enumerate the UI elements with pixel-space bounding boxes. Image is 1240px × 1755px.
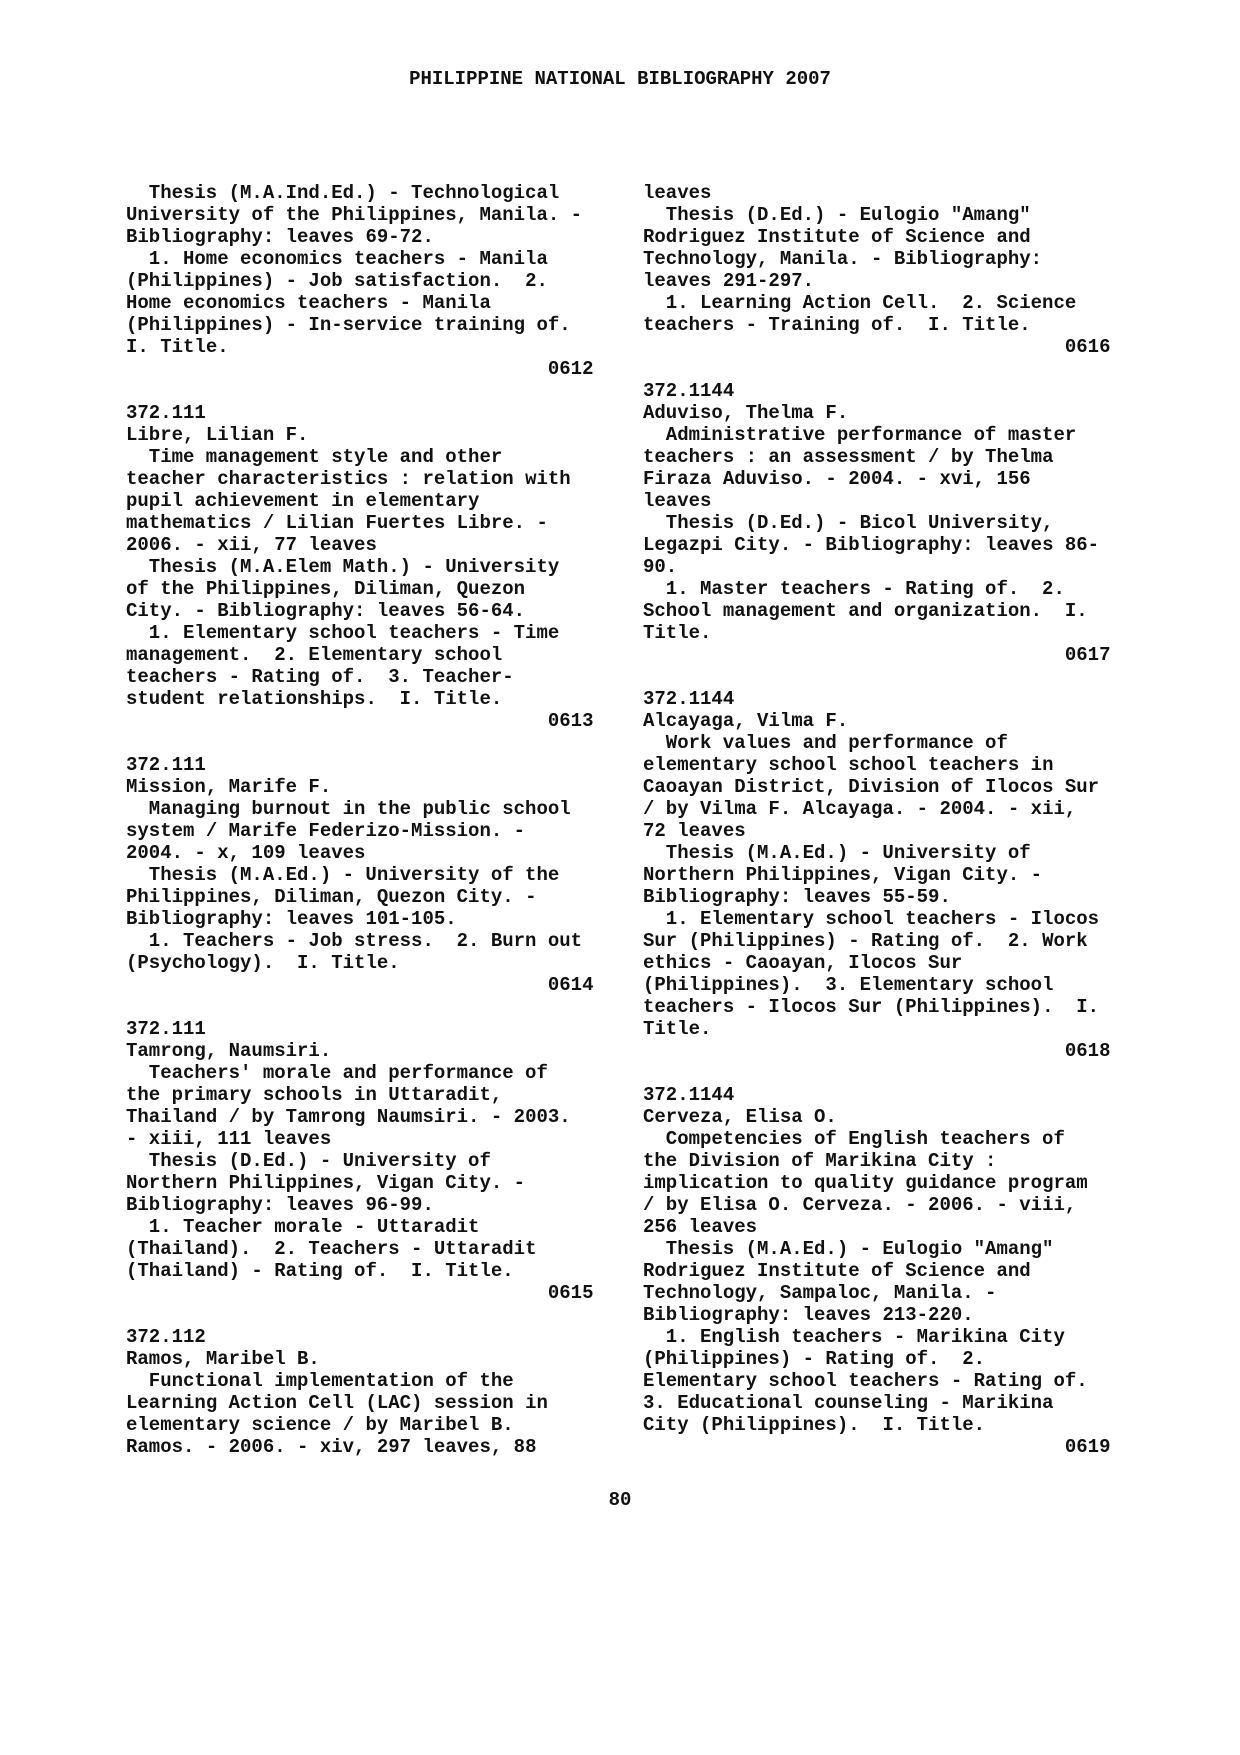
title-statement: Time management style and other teacher characteristics : relation with pupil achievement in elementary mathematics / Lilian Fuertes Libre. - 2006. - xii, 77 leaves xyxy=(126,446,571,556)
class-number: 372.1144 xyxy=(643,380,735,402)
thesis-note: Thesis (M.A.Ed.) - Eulogio "Amang" Rodriguez Institute of Science and Technology, Sampaloc, Manila. - Bibliography: leaves 213-220. xyxy=(643,1238,1054,1326)
subject-headings: 1. English teachers - Marikina City (Philippines) - Rating of. 2. Elementary school teachers - Rating of. 3. Educational counseling - Marikina City (Philippines). I. Title. xyxy=(643,1326,1088,1436)
page-number: 80 xyxy=(608,1489,632,1511)
main-entry-author: Libre, Lilian F. xyxy=(126,424,309,446)
thesis-note: Thesis (M.A.Ed.) - University of the Philippines, Diliman, Quezon City. - Bibliography: leaves 101-105. xyxy=(126,864,560,930)
bibliographic-entry xyxy=(126,754,593,996)
record-number: 0612 xyxy=(547,358,594,380)
class-number: 372.1144 xyxy=(643,1084,735,1106)
record-number: 0615 xyxy=(547,1282,594,1304)
running-header: PHILIPPINE NATIONAL BIBLIOGRAPHY 2007 xyxy=(409,68,831,90)
main-entry-author: Cerveza, Elisa O. xyxy=(643,1106,837,1128)
title-statement: Competencies of English teachers of the Division of Marikina City : implication to quality guidance program / by Elisa O. Cerveza. - 2006. - viii, 256 leaves xyxy=(643,1128,1088,1238)
bibliographic-entry-continued xyxy=(643,182,1110,358)
title-statement: Functional implementation of the Learning Action Cell (LAC) session in elementary science / by Maribel B. Ramos. - 2006. - xiv, 297 leaves, 88 xyxy=(126,1370,548,1458)
title-statement: Teachers' morale and performance of the primary schools in Uttaradit, Thailand / by Tamrong Naumsiri. - 2003. - xiii, 111 leaves xyxy=(126,1062,571,1150)
thesis-note: Thesis (M.A.Ind.Ed.) - Technological University of the Philippines, Manila. - Bibliography: leaves 69-72. xyxy=(126,182,583,248)
title-statement-continued: leaves xyxy=(643,182,712,204)
record-number: 0614 xyxy=(547,974,594,996)
bibliographic-entry-continued xyxy=(126,182,593,380)
class-number: 372.111 xyxy=(126,754,206,776)
left-column xyxy=(126,182,593,1458)
right-column xyxy=(643,182,1110,1458)
bibliographic-entry xyxy=(126,1326,593,1458)
title-statement: Managing burnout in the public school system / Marife Federizo-Mission. - 2004. - x, 109 leaves xyxy=(126,798,571,864)
main-entry-author: Ramos, Maribel B. xyxy=(126,1348,320,1370)
record-number: 0616 xyxy=(1064,336,1111,358)
bibliographic-entry xyxy=(126,402,593,732)
subject-headings: 1. Master teachers - Rating of. 2. School management and organization. I. Title. xyxy=(643,578,1088,644)
class-number: 372.111 xyxy=(126,1018,206,1040)
class-number: 372.1144 xyxy=(643,688,735,710)
main-entry-author: Tamrong, Naumsiri. xyxy=(126,1040,332,1062)
thesis-note: Thesis (M.A.Ed.) - University of Northern Philippines, Vigan City. - Bibliography: leaves 55-59. xyxy=(643,842,1043,908)
thesis-note: Thesis (D.Ed.) - Eulogio "Amang" Rodriguez Institute of Science and Technology, Manila. - Bibliography: leaves 291-297. xyxy=(643,204,1043,292)
main-entry-author: Mission, Marife F. xyxy=(126,776,332,798)
title-statement: Administrative performance of master teachers : an assessment / by Thelma Firaza Aduviso. - 2004. - xvi, 156 leaves xyxy=(643,424,1077,512)
thesis-note: Thesis (D.Ed.) - Bicol University, Legazpi City. - Bibliography: leaves 86- 90. xyxy=(643,512,1100,578)
thesis-note: Thesis (D.Ed.) - University of Northern Philippines, Vigan City. - Bibliography: leaves 96-99. xyxy=(126,1150,526,1216)
record-number: 0617 xyxy=(1064,644,1111,666)
class-number: 372.111 xyxy=(126,402,206,424)
main-entry-author: Alcayaga, Vilma F. xyxy=(643,710,849,732)
bibliographic-entry xyxy=(643,1084,1110,1458)
record-number: 0613 xyxy=(547,710,594,732)
subject-headings: 1. Teacher morale - Uttaradit (Thailand). 2. Teachers - Uttaradit (Thailand) - Rating of. I. Title. xyxy=(126,1216,537,1282)
subject-headings: 1. Teachers - Job stress. 2. Burn out (Psychology). I. Title. xyxy=(126,930,583,974)
bibliographic-entry xyxy=(126,1018,593,1304)
main-entry-author: Aduviso, Thelma F. xyxy=(643,402,849,424)
record-number: 0619 xyxy=(1064,1436,1111,1458)
subject-headings: 1. Elementary school teachers - Time management. 2. Elementary school teachers - Rating of. 3. Teacher- student relationships. I. Title. xyxy=(126,622,560,710)
subject-headings: 1. Learning Action Cell. 2. Science teachers - Training of. I. Title. xyxy=(643,292,1077,336)
bibliographic-entry xyxy=(643,380,1110,666)
bibliographic-entry xyxy=(643,688,1110,1062)
class-number: 372.112 xyxy=(126,1326,206,1348)
title-statement: Work values and performance of elementary school school teachers in Caoayan District, Division of Ilocos Sur / by Vilma F. Alcayaga. - 2004. - xii, 72 leaves xyxy=(643,732,1100,842)
subject-headings: 1. Elementary school teachers - Ilocos Sur (Philippines) - Rating of. 2. Work ethics - Caoayan, Ilocos Sur (Philippines). 3. Elementary school teachers - Ilocos Sur (Philippines). I. Title. xyxy=(643,908,1100,1040)
record-number: 0618 xyxy=(1064,1040,1111,1062)
subject-headings: 1. Home economics teachers - Manila (Philippines) - Job satisfaction. 2. Home economics teachers - Manila (Philippines) - In-service training of. I. Title. xyxy=(126,248,571,358)
thesis-note: Thesis (M.A.Elem Math.) - University of the Philippines, Diliman, Quezon City. - Bibliography: leaves 56-64. xyxy=(126,556,560,622)
